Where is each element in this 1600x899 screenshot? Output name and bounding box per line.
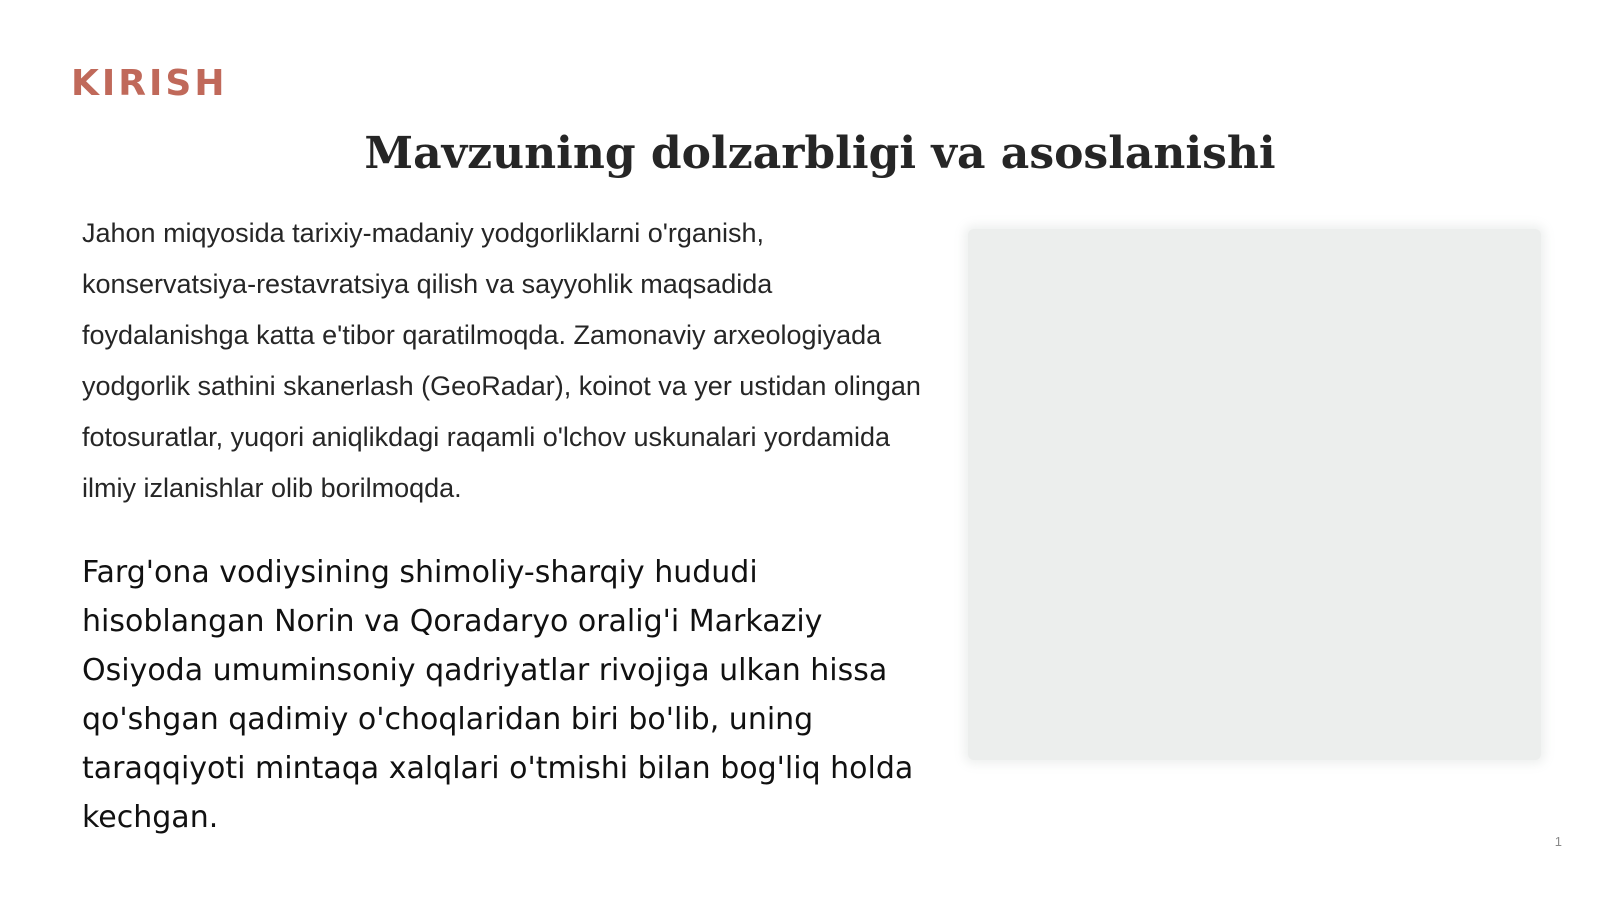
page-number: 1: [1554, 834, 1562, 849]
section-label: KIRISH: [71, 63, 228, 104]
body-paragraph-1: Jahon miqyosida tarixiy-madaniy yodgorliklarni o'rganish, konservatsiya-restavratsiya qilish va sayyohlik maqsadida foydalanishga katta e'tibor qaratilmoqda. Zamonaviy arxeologiyada yodgorlik sathini skanerlash (GeoRadar), koinot va yer ustidan olingan fotosuratlar, yuqori aniqlikdagi raqamli o'lchov uskunalari yordamida ilmiy izlanishlar olib borilmoqda.: [82, 218, 921, 503]
slide-title: Mavzuning dolzarbligi va asoslanishi: [364, 128, 1276, 179]
body-paragraph-2: Farg'ona vodiysining shimoliy-sharqiy hududi hisoblangan Norin va Qoradaryo oralig'i Markaziy Osiyoda umuminsoniy qadriyatlar rivojiga ulkan hissa qo'shgan qadimiy o'choqlaridan biri bo'lib, uning taraqqiyoti mintaqa xalqlari o'tmishi bilan bog'liq holda kechgan.: [82, 555, 914, 835]
image-placeholder: [968, 229, 1541, 760]
